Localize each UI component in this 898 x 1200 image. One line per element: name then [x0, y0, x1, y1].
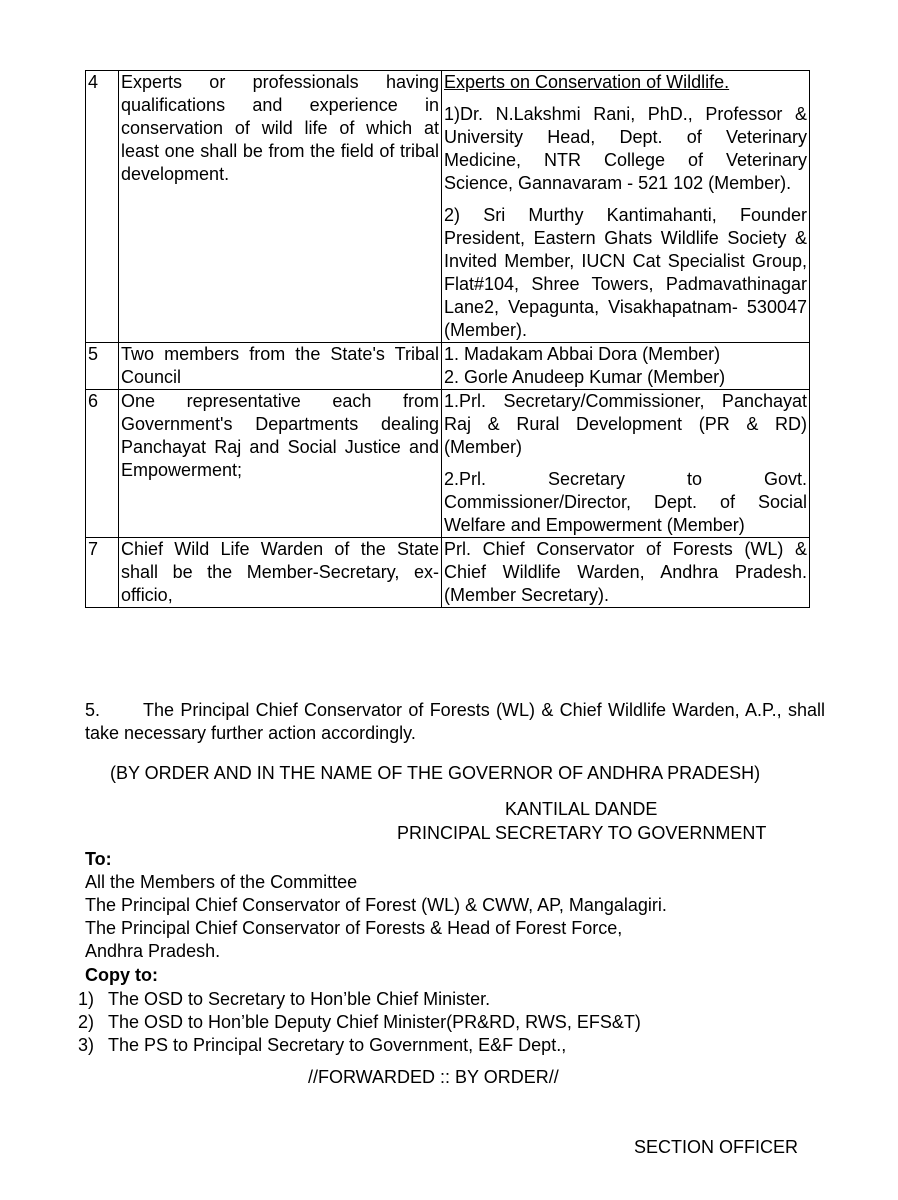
forwarded-line: //FORWARDED :: BY ORDER// [308, 1067, 559, 1087]
copy-to-item [78, 988, 818, 1011]
to-line: The Principal Chief Conservator of Forest (WL) & CWW, AP, Mangalagiri. [85, 895, 667, 915]
row-number: 7 [86, 538, 119, 608]
signatory-title: PRINCIPAL SECRETARY TO GOVERNMENT [397, 823, 767, 843]
to-line: All the Members of the Committee [85, 872, 358, 892]
to-line: Andhra Pradesh. [85, 941, 221, 961]
copy-to-item-text: The PS to Principal Secretary to Government, E&F Dept., [108, 1035, 567, 1055]
to-label: To: [85, 849, 112, 869]
table-row [86, 71, 810, 343]
copy-to-item [78, 1034, 818, 1057]
row-members [442, 71, 810, 343]
to-list [85, 871, 805, 963]
section-officer: SECTION OFFICER [634, 1137, 799, 1157]
row-number: 6 [86, 390, 119, 538]
table-row [86, 390, 810, 538]
paragraph-number: 5. [85, 700, 101, 720]
row-description: Experts or professionals having qualifications and experience in conservation of wild life of which at least one shall be from the field of tribal development. [119, 71, 442, 343]
row-description: Chief Wild Life Warden of the State shall be the Member-Secretary, ex-officio, [119, 538, 442, 608]
signatory-name: KANTILAL DANDE [505, 799, 658, 819]
copy-to-label: Copy to: [85, 965, 158, 985]
to-line: The Principal Chief Conservator of Forests & Head of Forest Force, [85, 918, 623, 938]
members-heading: Experts on Conservation of Wildlife. [444, 72, 730, 92]
copy-to-item-number: 1) [78, 989, 95, 1009]
copy-to-item-text: The OSD to Hon’ble Deputy Chief Minister(PR&RD, RWS, EFS&T) [108, 1012, 641, 1032]
copy-to-item-number: 2) [78, 1012, 95, 1032]
row-members [442, 343, 810, 390]
copy-to-item [78, 1011, 818, 1034]
member-entry: Prl. Chief Conservator of Forests (WL) & Chief Wildlife Warden, Andhra Pradesh. (Member Secretary). [444, 539, 807, 605]
row-number: 4 [86, 71, 119, 343]
member-entry: 1.Prl. Secretary/Commissioner, Panchayat Raj & Rural Development (PR & RD) (Member) [444, 391, 807, 457]
member-entry: 2. Gorle Anudeep Kumar (Member) [444, 367, 726, 387]
row-members [442, 538, 810, 608]
row-description: Two members from the State's Tribal Council [119, 343, 442, 390]
committee-members-table [85, 70, 810, 608]
copy-to-list [78, 988, 818, 1057]
member-entry: 2.Prl. Secretary to Govt. Commissioner/Director, Dept. of Social Welfare and Empowerment (Member) [444, 469, 807, 535]
copy-to-item-number: 3) [78, 1035, 95, 1055]
paragraph-5 [85, 699, 825, 745]
paragraph-text: The Principal Chief Conservator of Forests (WL) & Chief Wildlife Warden, A.P., shall take necessary further action accordingly. [85, 700, 825, 743]
member-entry: 1)Dr. N.Lakshmi Rani, PhD., Professor & University Head, Dept. of Veterinary Medicine, NTR College of Veterinary Science, Gannavaram - 521 102 (Member). [444, 104, 807, 193]
table-row [86, 343, 810, 390]
member-entry: 1. Madakam Abbai Dora (Member) [444, 344, 721, 364]
table-row [86, 538, 810, 608]
row-description: One representative each from Government's Departments dealing Panchayat Raj and Social Justice and Empowerment; [119, 390, 442, 538]
member-entry: 2) Sri Murthy Kantimahanti, Founder President, Eastern Ghats Wildlife Society & Invited Member, IUCN Cat Specialist Group, Flat#104, Shree Towers, Padmavathinagar Lane2, Vepagunta, Visakhapatnam- 530047 (Member). [444, 205, 807, 340]
copy-to-item-text: The OSD to Secretary to Hon’ble Chief Minister. [108, 989, 491, 1009]
row-members [442, 390, 810, 538]
order-line: (BY ORDER AND IN THE NAME OF THE GOVERNOR OF ANDHRA PRADESH) [110, 763, 761, 783]
row-number: 5 [86, 343, 119, 390]
